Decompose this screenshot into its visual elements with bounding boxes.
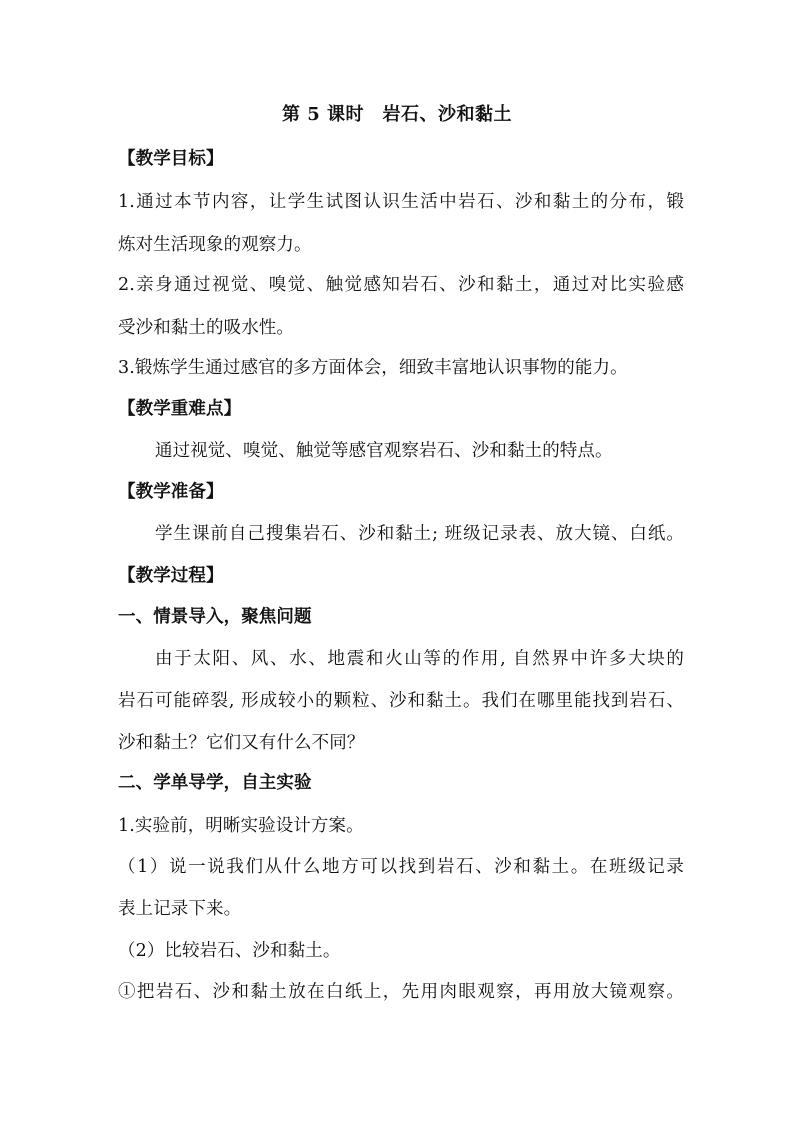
- objectives-heading: 【教学目标】: [118, 149, 224, 169]
- objective-1-line-1: 1.通过本节内容，让学生试图认识生活中岩石、沙和黏土的分布，锻: [118, 192, 684, 212]
- keypoints-text: 通过视觉、嗅觉、触觉等感官观察岩石、沙和黏土的特点。: [155, 441, 613, 461]
- part-1-line-2: 岩石可能碎裂, 形成较小的颗粒、沙和黏土。我们在哪里能找到岩石、: [118, 691, 684, 711]
- step-1-2: （2）比较岩石、沙和黏土。: [118, 941, 341, 961]
- step-1-2-a: ①把岩石、沙和黏土放在白纸上，先用肉眼观察，再用放大镜观察。: [118, 982, 684, 1002]
- objective-2-line-2: 受沙和黏土的吸水性。: [118, 318, 294, 338]
- keypoints-heading: 【教学重难点】: [118, 399, 242, 419]
- preparation-heading: 【教学准备】: [118, 482, 224, 502]
- preparation-text: 学生课前自己搜集岩石、沙和黏土; 班级记录表、放大镜、白纸。: [155, 524, 684, 544]
- objective-3: 3.锻炼学生通过感官的多方面体会，细致丰富地认识事物的能力。: [118, 358, 628, 378]
- part-1-line-1: 由于太阳、风、水、地震和火山等的作用, 自然界中许多大块的: [155, 649, 684, 669]
- process-heading: 【教学过程】: [118, 566, 224, 586]
- page-title: 第 5 课时 岩石、沙和黏土: [281, 104, 513, 125]
- step-1: 1.实验前，明晰实验设计方案。: [118, 816, 364, 836]
- step-1-1-line-1: （1）说一说我们从什么地方可以找到岩石、沙和黏土。在班级记录: [118, 857, 684, 877]
- objective-2-line-1: 2.亲身通过视觉、嗅觉、触觉感知岩石、沙和黏土，通过对比实验感: [118, 275, 684, 295]
- part-1-line-3: 沙和黏土？它们又有什么不同？: [118, 733, 365, 753]
- step-1-1-line-2: 表上记录下来。: [118, 899, 242, 919]
- objective-1-line-2: 炼对生活现象的观察力。: [118, 235, 312, 255]
- part-1-heading: 一、情景导入，聚焦问题: [118, 607, 312, 627]
- part-2-heading: 二、学单导学，自主实验: [118, 773, 312, 793]
